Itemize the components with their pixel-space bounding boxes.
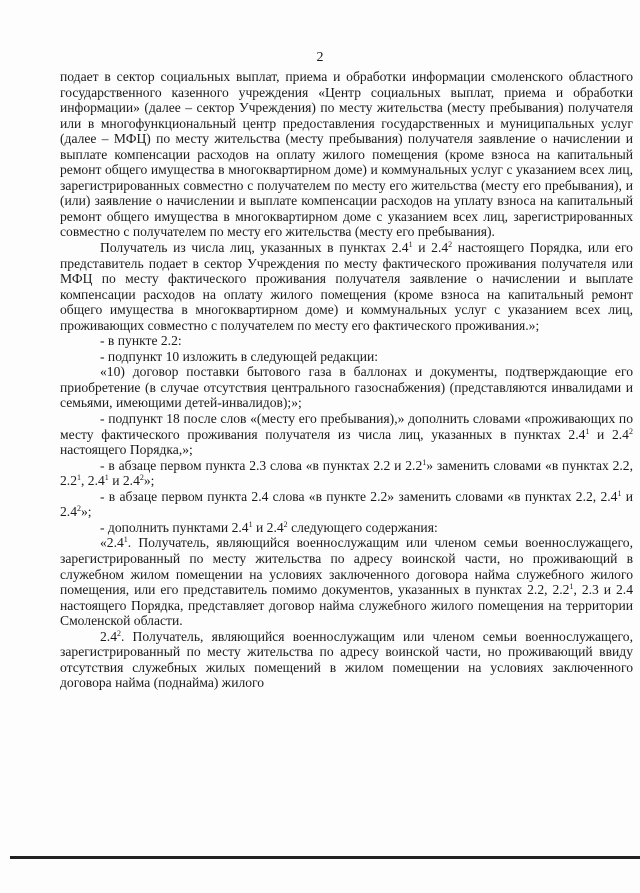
- superscript: 1: [104, 473, 109, 483]
- paragraph: [60, 333, 633, 349]
- paragraph: [60, 489, 633, 520]
- paragraph-text: и 2.4: [60, 488, 633, 520]
- paragraph-text: , 2.4: [81, 473, 105, 489]
- paragraph-text: , 2.3 и 2.4 настоящего Порядка, представляет договор найма служебного жилого помещения на территории Смоленской области.: [60, 582, 633, 629]
- paragraph-text: - подпункт 18 после слов «(месту его пребывания),» дополнить словами «проживающих по месту фактического проживания получателя из числа лиц, указанных в пунктах 2.4: [60, 411, 633, 442]
- superscript: 1: [585, 426, 590, 436]
- paragraph: [60, 240, 633, 333]
- superscript: 1: [408, 240, 413, 250]
- paragraph-text: следующего содержания:: [287, 519, 438, 535]
- paragraph-text: - в абзаце первом пункта 2.3 слова «в пунктах 2.2 и 2.2: [100, 457, 423, 473]
- superscript: 1: [248, 519, 253, 529]
- superscript: 2: [117, 628, 121, 638]
- paragraph-text: » заменить словами «в пунктах 2.2, 2.2: [60, 457, 633, 489]
- paragraph-text: подает в сектор социальных выплат, приема и обработки информации смоленского областного государственного казенного учреждения «Центр социальных выплат, приема и обработки информации» (далее – сектор Учреждения) по месту жительства (месту пребывания) получателя или в многофункциональный центр предоставления государственных и муниципальных услуг (далее – МФЦ) по месту жительства (месту пребывания) получателя заявление о начислении и выплате компенсации расходов на оплату жилого помещения (кроме взноса на капитальный ремонт общего имущества в многоквартирном доме) и коммунальных услуг с указанием всех лиц, зарегистрированных совместно с получателем по месту его жительства (месту его пребывания), и (или) заявление о начислении и выплате компенсации расходов на уплату взноса на капитальный ремонт общего имущества в многоквартирном доме с указанием всех лиц, зарегистрированных совместно с получателем по месту его жительства (месту его пребывания).: [60, 69, 633, 240]
- superscript: 2: [77, 504, 81, 514]
- superscript: 1: [569, 582, 574, 592]
- paragraph: [60, 69, 633, 240]
- paragraph: [60, 411, 633, 458]
- superscript: 2: [283, 519, 288, 529]
- paragraph: [60, 520, 633, 536]
- paragraph-text: . Получатель, являющийся военнослужащим или членом семьи военнослужащего, зарегистрированный по месту жительства по адресу воинской части, но проживающий в служебном жилом помещении на условиях заключенного договора найма служебного жилого помещения, или его представитель помимо документов, указанных в пунктах 2.2, 2.2: [60, 535, 633, 598]
- paragraph-text: и 2.4: [108, 473, 140, 489]
- superscript: 2: [139, 473, 144, 483]
- paragraph-text: - подпункт 10 изложить в следующей редакции:: [100, 348, 379, 364]
- paragraph-text: Получатель из числа лиц, указанных в пунктах 2.4: [100, 240, 409, 256]
- paragraph-text: . Получатель, являющийся военнослужащим или членом семьи военнослужащего, зарегистрированный по месту жительства по адресу воинской части, но проживающий ввиду отсутствия служебных жилых помещений в жилом помещении на условиях заключенного договора найма (поднайма) жилого: [60, 628, 633, 691]
- superscript: 1: [422, 457, 427, 467]
- paragraph-text: 2.4: [100, 628, 117, 644]
- superscript: 1: [77, 473, 81, 483]
- paragraph: [60, 629, 633, 691]
- paragraph: [60, 535, 633, 628]
- paragraph-text: «10) договор поставки бытового газа в баллонах и документы, подтверждающие его приобретение (в случае отсутствия центрального газоснабжения) (представляются инвалидами и семьями, имеющими детей-инвалидов);»;: [60, 364, 633, 411]
- paragraph-text: - в пункте 2.2:: [100, 333, 182, 349]
- superscript: 2: [628, 426, 633, 436]
- superscript: 1: [123, 535, 128, 545]
- paragraph-text: »;: [143, 473, 155, 489]
- paragraph: [60, 349, 633, 365]
- paragraph: [60, 364, 633, 411]
- paragraph-text: и 2.4: [412, 240, 449, 256]
- paragraph-text: - в абзаце первом пункта 2.4 слова «в пункте 2.2» заменить словами «в пунктах 2.2, 2.4: [100, 488, 618, 504]
- paragraph-text: и 2.4: [589, 426, 629, 442]
- paragraph-text: »;: [81, 504, 92, 520]
- document-body: [60, 69, 633, 691]
- page-number: 2: [316, 50, 324, 65]
- paragraph-text: - дополнить пунктами 2.4: [100, 519, 249, 535]
- bottom-rule: [10, 856, 640, 859]
- paragraph-text: настоящего Порядка,»;: [60, 442, 193, 458]
- paragraph-text: и 2.4: [252, 519, 284, 535]
- superscript: 1: [617, 488, 622, 498]
- paragraph-text: «2.4: [100, 535, 124, 551]
- superscript: 2: [448, 240, 453, 250]
- paragraph: [60, 458, 633, 489]
- paragraph-text: настоящего Порядка, или его представитель подает в сектор Учреждения по месту фактического проживания получателя или МФЦ по месту фактического проживания получателя заявление о начислении и выплате компенсации расходов на оплату жилого помещения (кроме взноса на капитальный ремонт общего имущества в многоквартирном доме) и коммунальных услуг с указанием всех лиц, проживающих совместно с получателем по месту его фактического проживания.»;: [60, 240, 633, 333]
